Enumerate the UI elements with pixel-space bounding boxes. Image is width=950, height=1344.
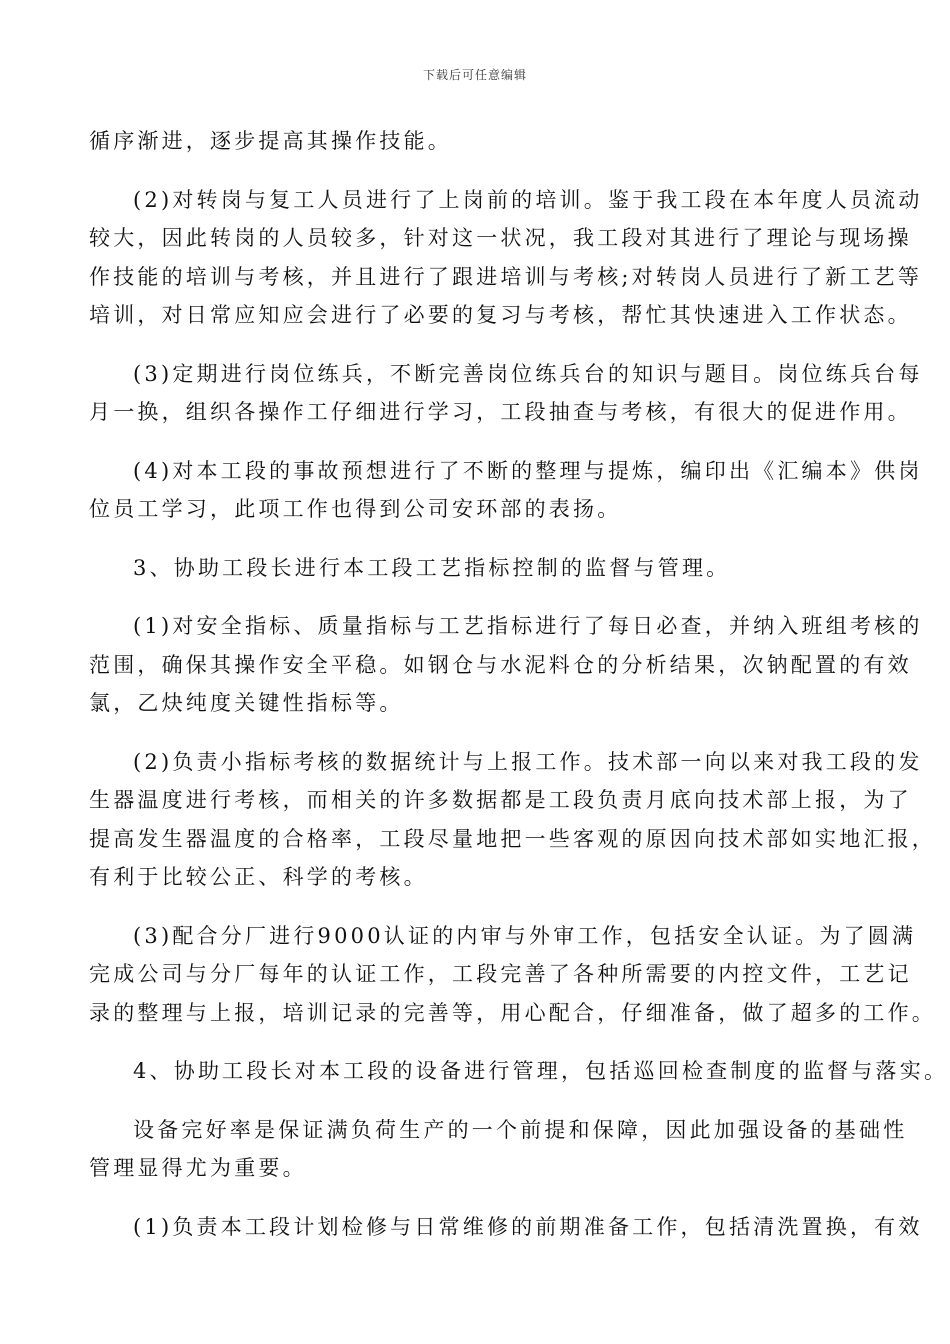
text-line: 位员工学习，此项工作也得到公司安环部的表扬。 — [89, 497, 622, 521]
text-line: (2)负责小指标考核的数据统计与上报工作。技术部一向以来对我工段的发 — [133, 749, 923, 774]
text-line: 有利于比较公正、科学的考核。 — [89, 865, 428, 889]
text-line: 作技能的培训与考核，并且进行了跟进培训与考核;对转岗人员进行了新工艺等 — [89, 264, 923, 289]
text-line: 培训，对日常应知应会进行了必要的复习与考核，帮忙其快速进入工作状态。 — [89, 303, 912, 327]
document-body — [89, 122, 949, 1246]
text-line: 管理显得尤为重要。 — [89, 1156, 307, 1180]
text-line: (2)对转岗与复工人员进行了上岗前的培训。鉴于我工段在本年度人员流动 — [133, 187, 923, 212]
text-line: 较大，因此转岗的人员较多，针对这一状况，我工段对其进行了理论与现场操 — [89, 226, 912, 250]
page-header: 下载后可任意编辑 — [422, 68, 527, 82]
text-line: 4、协助工段长对本工段的设备进行管理，包括巡回检查制度的监督与落实。 — [133, 1059, 949, 1083]
text-line: 氯，乙炔纯度关键性指标等。 — [89, 691, 404, 715]
text-line: (1)对安全指标、质量指标与工艺指标进行了每日必查，并纳入班组考核的 — [133, 614, 923, 638]
text-line: 设备完好率是保证满负荷生产的一个前提和保障，因此加强设备的基础性 — [133, 1117, 908, 1142]
text-line: 提高发生器温度的合格率，工段尽量地把一些客观的原因向技术部如实地汇报， — [89, 826, 936, 851]
text-line: 循序渐进，逐步提高其操作技能。 — [89, 129, 452, 153]
text-line: (1)负责本工段计划检修与日常维修的前期准备工作，包括清洗置换，有效 — [133, 1214, 923, 1239]
text-line: 3、协助工段长进行本工段工艺指标控制的监督与管理。 — [133, 555, 731, 580]
text-line: 录的整理与上报，培训记录的完善等，用心配合，仔细准备，做了超多的工作。 — [89, 1000, 936, 1025]
text-line: 范围，确保其操作安全平稳。如钢仓与水泥料仓的分析结果，次钠配置的有效 — [89, 652, 912, 677]
text-line: (4)对本工段的事故预想进行了不断的整理与提炼，编印出《汇编本》供岗 — [133, 458, 923, 483]
text-line: 月一换，组织各操作工仔细进行学习，工段抽查与考核，有很大的促进作用。 — [89, 400, 912, 424]
text-line: (3)定期进行岗位练兵，不断完善岗位练兵台的知识与题目。岗位练兵台每 — [133, 361, 923, 386]
text-line: 完成公司与分厂每年的认证工作，工段完善了各种所需要的内控文件，工艺记 — [89, 962, 912, 986]
text-line: (3)配合分厂进行9000认证的内审与外审工作，包括安全认证。为了圆满 — [133, 923, 917, 948]
text-line: 生器温度进行考核，而相关的许多数据都是工段负责月底向技术部上报，为了 — [89, 788, 912, 812]
